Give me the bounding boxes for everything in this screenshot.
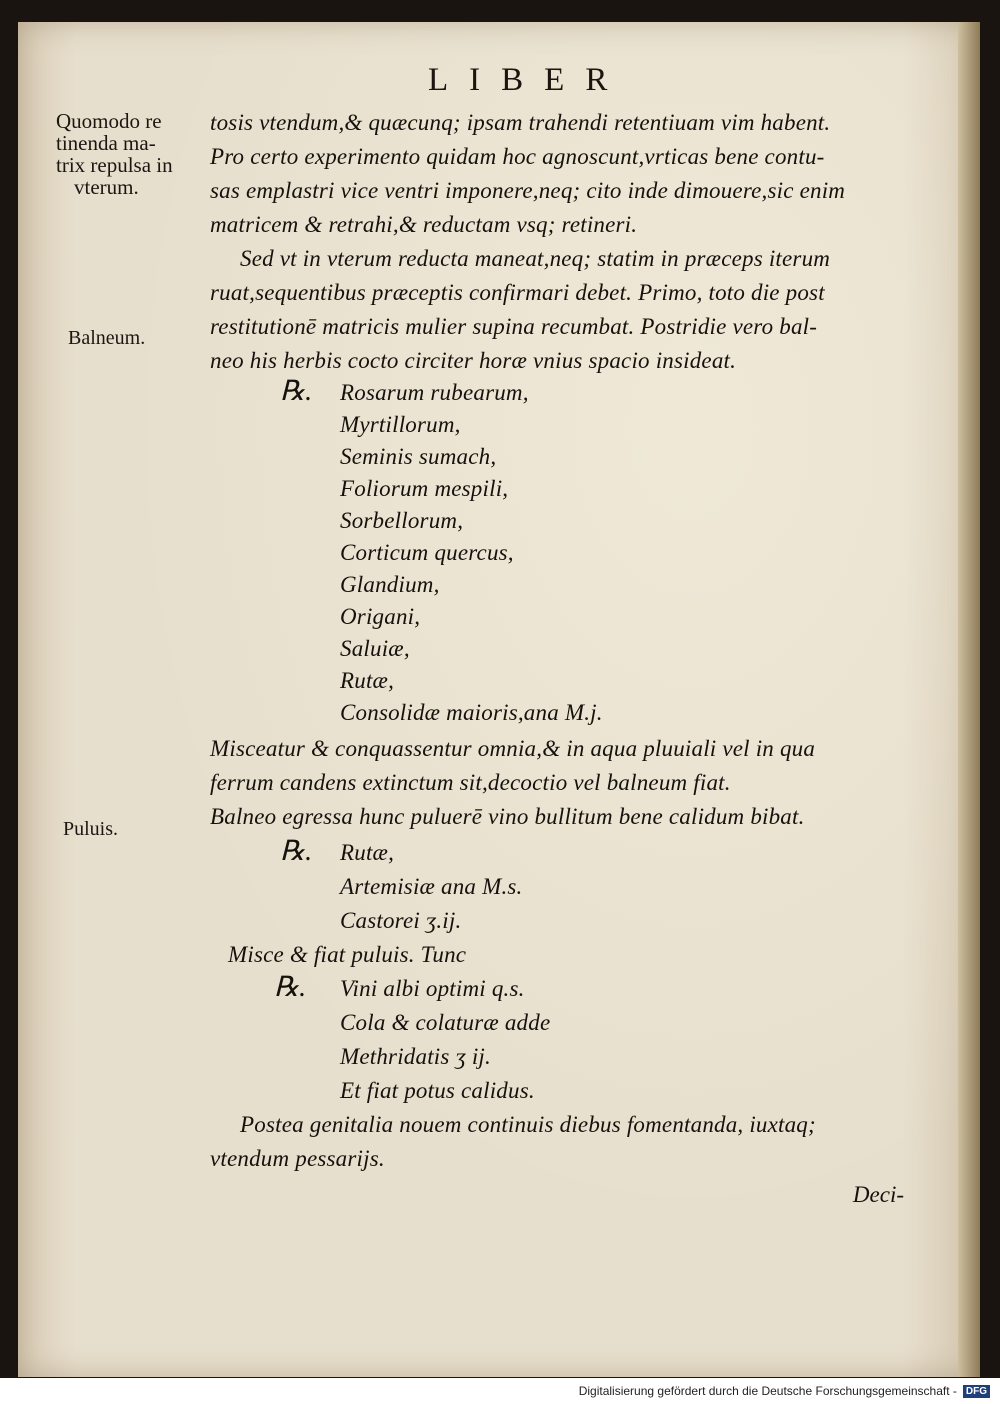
ingredient-line: Cola & colaturæ adde <box>340 1010 551 1035</box>
ingredient-line: Castorei ʒ.ij. <box>340 908 462 933</box>
running-title: LIBER <box>428 62 629 98</box>
ingredient-line: Glandium, <box>340 572 440 597</box>
ingredient-line: Rutæ, <box>340 668 395 693</box>
ingredient-line: Corticum quercus, <box>340 540 514 565</box>
recipe-symbol: ℞. <box>274 972 307 1003</box>
margin-note-line: trix repulsa in <box>56 153 173 177</box>
text-line: neo his herbis cocto circiter horæ vnius spacio insideat. <box>210 348 737 373</box>
ingredient-line: Saluiæ, <box>340 636 410 661</box>
ingredient-line: Myrtillorum, <box>340 412 461 437</box>
page-spine-edge <box>958 22 980 1377</box>
ingredient-line: Origani, <box>340 604 421 629</box>
ingredient-line: Et fiat potus calidus. <box>340 1078 535 1103</box>
text-line: Misce & fiat puluis. Tunc <box>228 942 467 967</box>
text-line: restitutionē matricis mulier supina recumbat. Postridie vero bal- <box>210 314 818 339</box>
digitization-footer <box>0 1378 1000 1404</box>
text-line: Misceatur & conquassentur omnia,& in aqua pluuiali vel in qua <box>210 736 816 761</box>
margin-note-balneum: Balneum. <box>68 327 146 349</box>
text-line: Postea genitalia nouem continuis diebus fomentanda, iuxtaq; <box>240 1112 816 1137</box>
ingredient-line: Methridatis ʒ ij. <box>340 1044 491 1069</box>
margin-note-line: vterum. <box>74 175 139 199</box>
text-line: ferrum candens extinctum sit,decoctio vel balneum fiat. <box>210 770 731 795</box>
text-line: tosis vtendum,& quæcunq; ipsam trahendi retentiuam vim habent. <box>210 110 831 135</box>
footer-credit: Digitalisierung gefördert durch die Deutsche Forschungsgemeinschaft - <box>578 1384 957 1398</box>
recipe-symbol: ℞. <box>280 376 313 407</box>
dfg-logo-icon: DFG <box>963 1385 990 1398</box>
ingredient-line: Artemisiæ ana M.s. <box>340 874 523 899</box>
ingredient-line: Rosarum rubearum, <box>340 380 529 405</box>
text-line: sas emplastri vice ventri imponere,neq; cito inde dimouere,sic enim <box>210 178 846 203</box>
text-line: matricem & retrahi,& reductam vsq; retineri. <box>210 212 638 237</box>
ingredient-line: Consolidæ maioris,ana M.j. <box>340 700 603 725</box>
text-line: vtendum pessarijs. <box>210 1146 385 1171</box>
text-line: Sed vt in vterum reducta maneat,neq; statim in præceps iterum <box>240 246 831 271</box>
ingredient-line: Seminis sumach, <box>340 444 497 469</box>
catchword: Deci- <box>852 1182 904 1207</box>
book-page <box>18 22 980 1377</box>
ingredient-line: Sorbellorum, <box>340 508 464 533</box>
text-line: ruat,sequentibus præceptis confirmari debet. Primo, toto die post <box>210 280 825 305</box>
margin-note-quomodo <box>56 110 216 198</box>
ingredient-line: Vini albi optimi q.s. <box>340 976 525 1001</box>
margin-note-puluis: Puluis. <box>63 818 119 840</box>
ingredient-line: Rutæ, <box>340 840 395 865</box>
margin-note-line: tinenda ma- <box>56 131 156 155</box>
ingredient-line: Foliorum mespili, <box>340 476 509 501</box>
margin-note-line: Quomodo re <box>56 109 162 133</box>
text-line: Pro certo experimento quidam hoc agnoscunt,vrticas bene contu- <box>210 144 825 169</box>
text-line: Balneo egressa hunc puluerē vino bullitum bene calidum bibat. <box>210 804 805 829</box>
recipe-symbol: ℞. <box>280 836 313 867</box>
